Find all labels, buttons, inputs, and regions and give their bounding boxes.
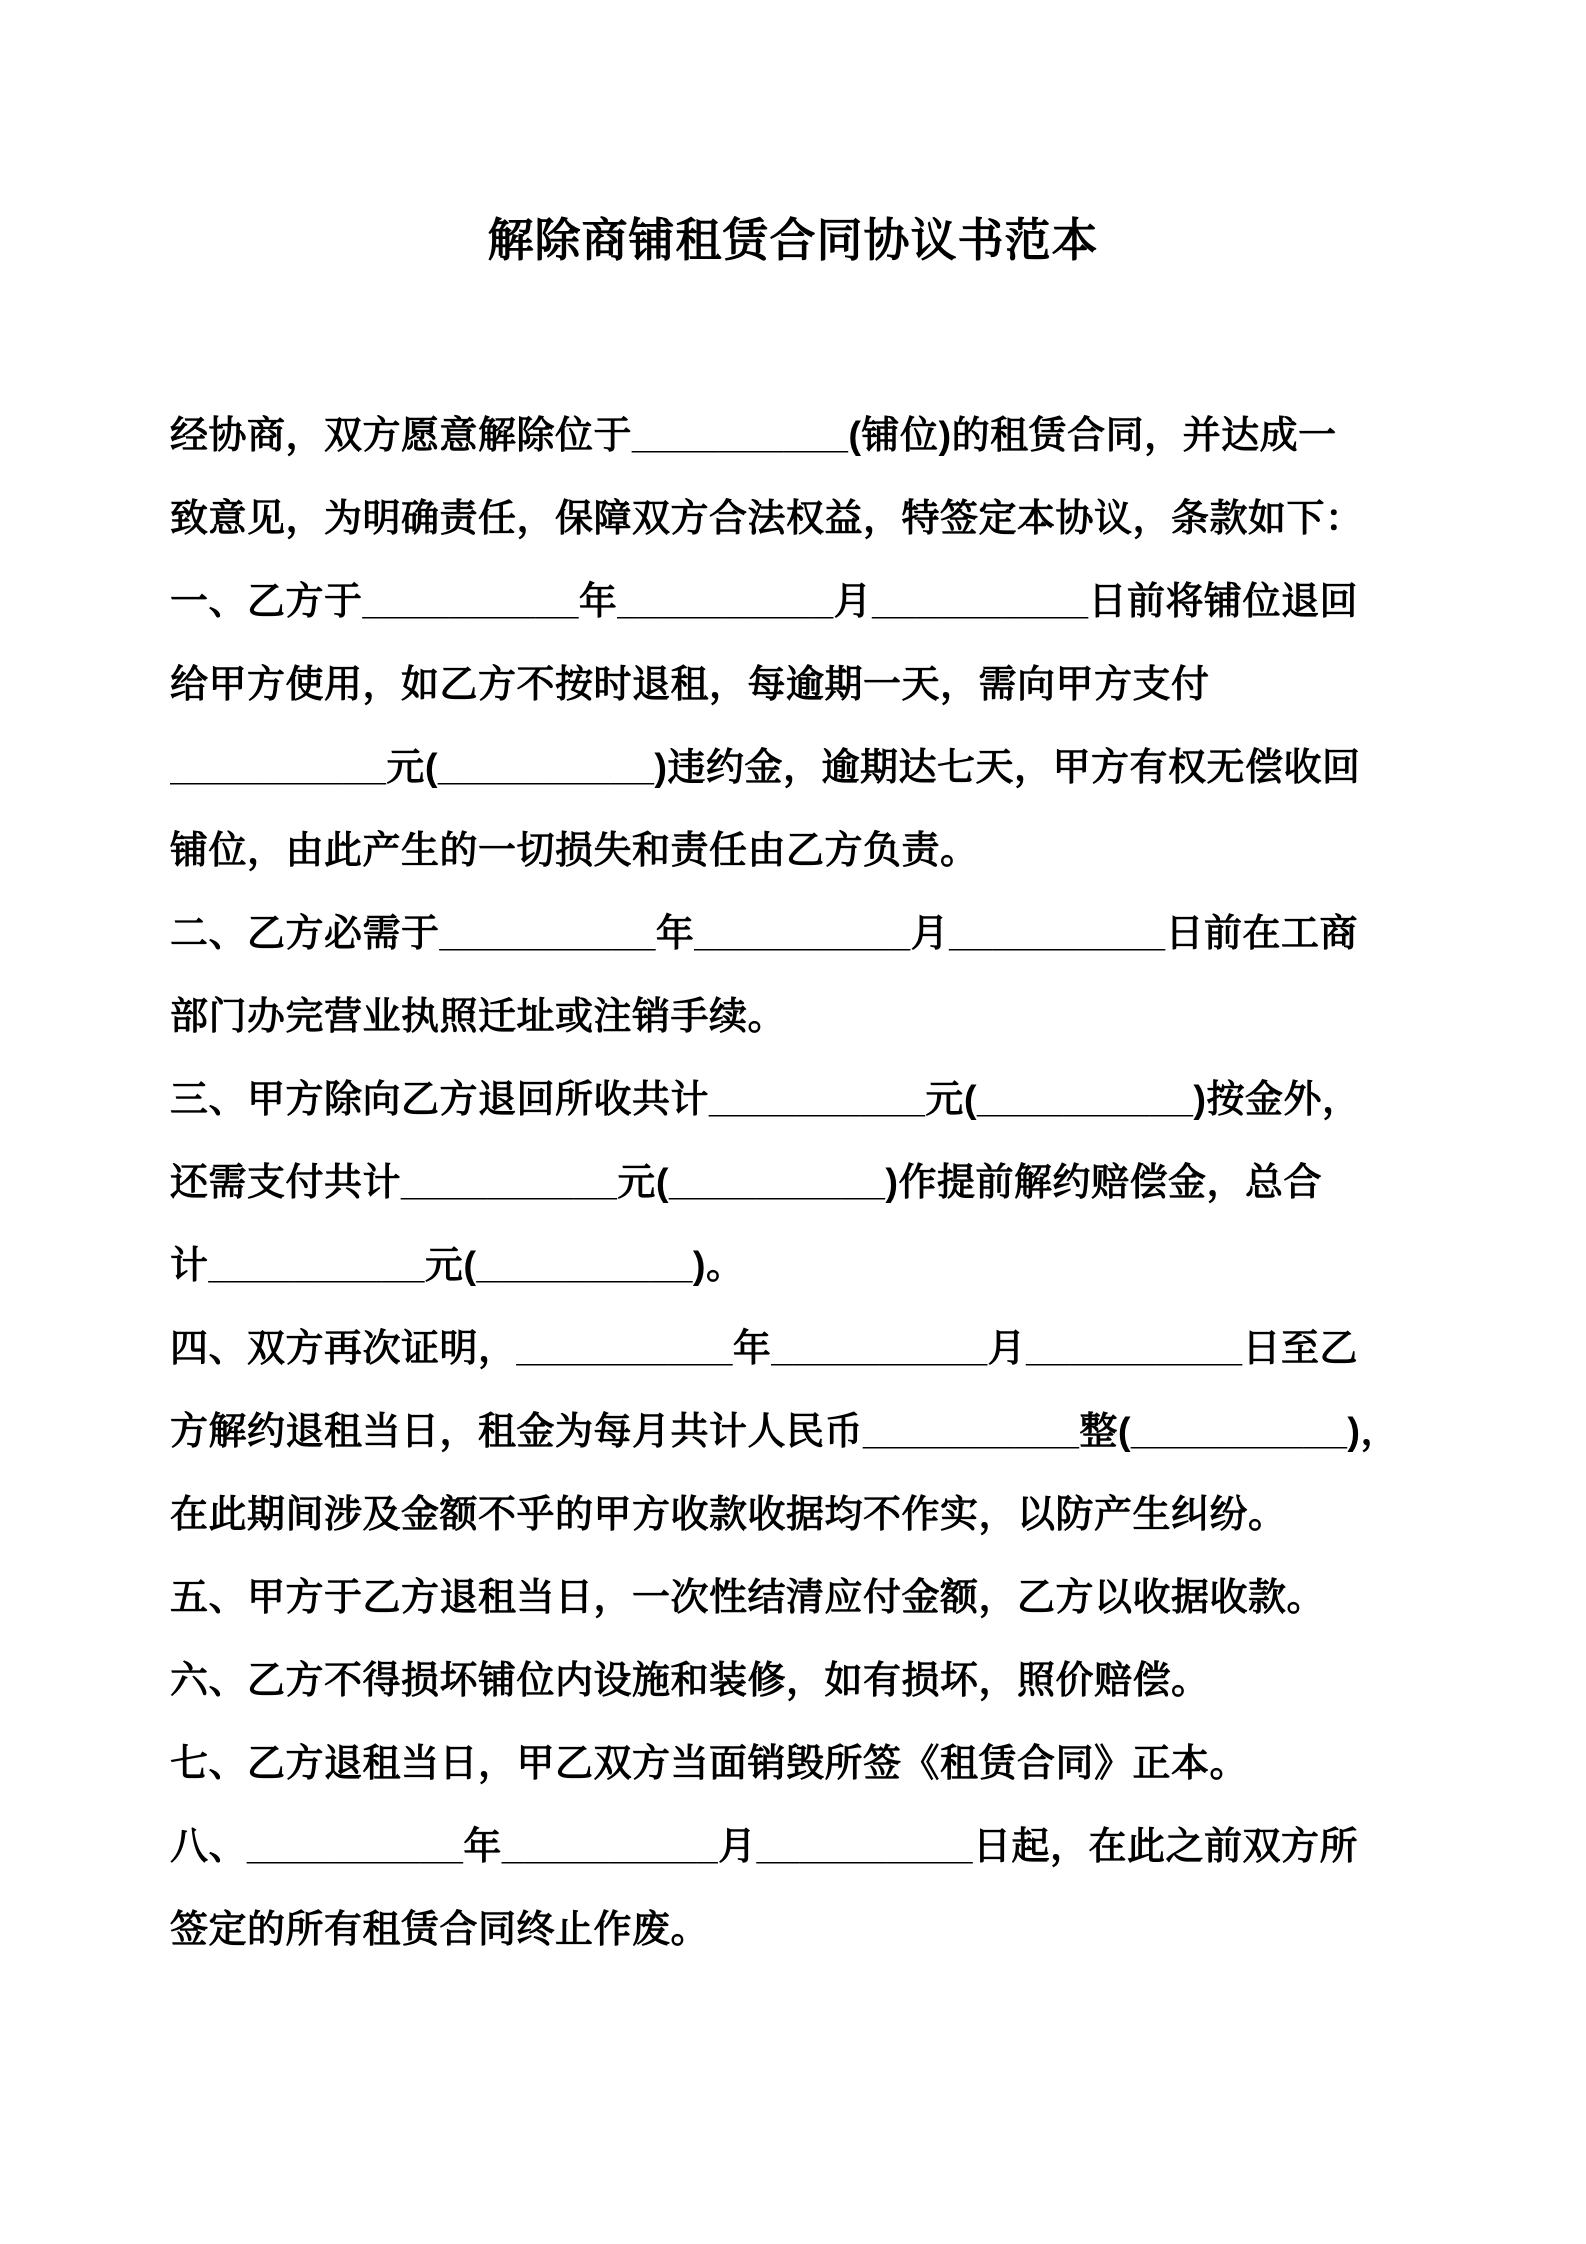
document-line-clause1-4: 铺位，由此产生的一切损失和责任由乙方负责。	[170, 830, 979, 872]
document-line-clause3-3: 计__________元(__________)。	[170, 1245, 745, 1287]
document-line-clause4-2: 方解约退租当日，租金为每月共计人民币__________整(__________)，	[170, 1411, 1399, 1453]
document-line-clause4-1: 四、双方再次证明，__________年__________月__________日至乙	[170, 1328, 1359, 1370]
document-line-clause8-2: 签定的所有租赁合同终止作废。	[170, 1909, 710, 1951]
document-line-intro-1: 经协商，双方愿意解除位于__________(铺位)的租赁合同，并达成一	[170, 415, 1337, 457]
document-line-clause3-2: 还需支付共计__________元(__________)作提前解约赔偿金，总合	[170, 1162, 1322, 1204]
document-line-clause1-2: 给甲方使用，如乙方不按时退租，每逾期一天，需向甲方支付	[170, 664, 1210, 706]
document-line-clause8-1: 八、__________年__________月__________日起，在此之前双方所	[170, 1826, 1359, 1868]
document-line-intro-2: 致意见，为明确责任，保障双方合法权益，特签定本协议，条款如下：	[170, 498, 1364, 540]
document-line-clause6: 六、乙方不得损坏铺位内设施和装修，如有损坏，照价赔偿。	[170, 1660, 1210, 1702]
document-line-clause1-3: __________元(__________)违约金，逾期达七天，甲方有权无偿收回	[170, 747, 1361, 789]
document-title: 解除商铺租赁合同协议书范本	[487, 214, 1099, 266]
document-line-clause2-1: 二、乙方必需于__________年__________月__________日前在工商	[170, 913, 1359, 955]
document-body	[170, 395, 1426, 1972]
document-line-clause4-3: 在此期间涉及金额不乎的甲方收款收据均不作实，以防产生纠纷。	[170, 1494, 1287, 1536]
document-line-clause2-2: 部门办完营业执照迁址或注销手续。	[170, 996, 787, 1038]
document-line-clause7: 七、乙方退租当日，甲乙双方当面销毁所签《租赁合同》正本。	[170, 1743, 1249, 1785]
document-line-clause3-1: 三、甲方除向乙方退回所收共计__________元(__________)按金外，	[170, 1079, 1361, 1121]
document-line-clause1-1: 一、乙方于__________年__________月__________日前将铺位退回	[170, 581, 1359, 623]
document-line-clause5: 五、甲方于乙方退租当日，一次性结清应付金额，乙方以收据收款。	[170, 1577, 1326, 1619]
